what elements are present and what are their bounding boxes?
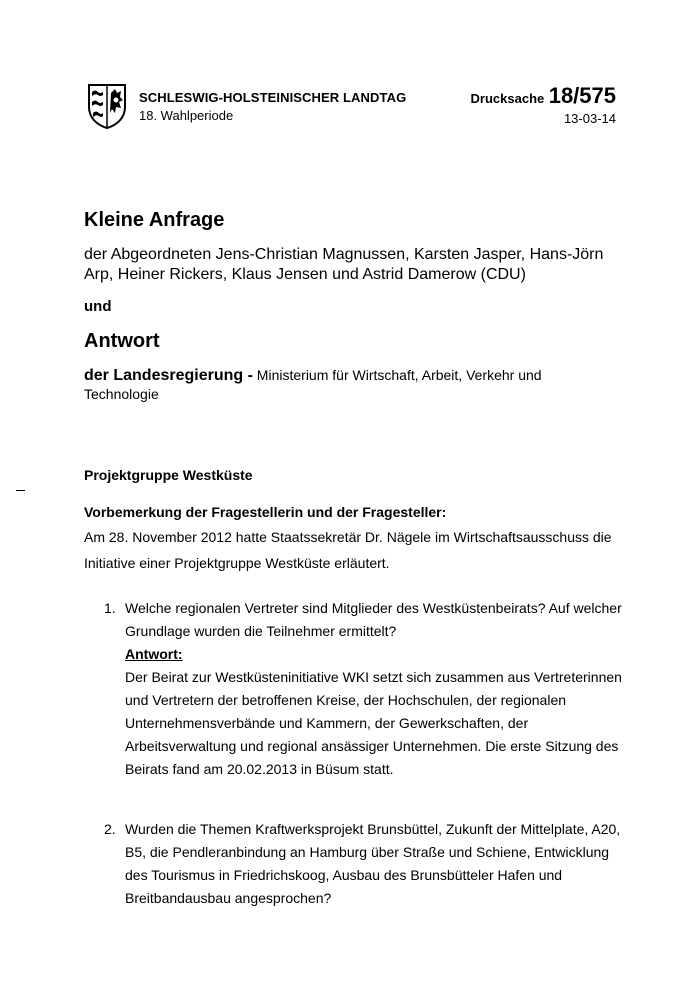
question-item — [104, 597, 624, 781]
answer-label: Antwort: — [125, 646, 183, 662]
question-text: Welche regionalen Vertreter sind Mitglieder des Westküstenbeirats? Auf welcher Grundlage wurden die Teilnehmer ermittelt? — [125, 600, 622, 639]
landtag-name: SCHLESWIG-HOLSTEINISCHER LANDTAG — [139, 90, 407, 105]
wahlperiode: 18. Wahlperiode — [139, 108, 234, 123]
topic-heading: Projektgruppe Westküste — [84, 467, 253, 483]
kleine-anfrage-heading: Kleine Anfrage — [84, 209, 225, 231]
question-number: 2. — [104, 821, 116, 837]
question-item — [104, 818, 624, 910]
document-date: 13-03-14 — [563, 111, 616, 126]
coat-of-arms-icon — [87, 83, 127, 129]
answer-text: Der Beirat zur Westküsteninitiative WKI setzt sich zusammen aus Vertreterinnen und Vertretern der betroffenen Kreise, der Hochschulen, der regionalen Unternehmensverbände und Kammern, der Gewerkschaften, der Arbeitsverwaltung und regional ansässiger Unternehmen. Die erste Sitzung des Beirats fand am 20.02.2013 in Büsum statt. — [125, 669, 622, 777]
question-number: 1. — [104, 600, 116, 616]
antwort-heading: Antwort — [84, 330, 160, 352]
landesregierung-line — [84, 366, 604, 403]
und-text: und — [84, 298, 112, 315]
ministerium-name: Ministerium für Wirtschaft, Arbeit, Verkehr und Technologie — [84, 367, 542, 402]
vorbemerkung-text: Am 28. November 2012 hatte Staatssekretär Dr. Nägele im Wirtschaftsausschuss die Initiative einer Projektgruppe Westküste erläutert. — [84, 529, 612, 571]
vorbemerkung-title: Vorbemerkung der Fragestellerin und der Fragesteller: — [84, 504, 447, 520]
abgeordnete-text: der Abgeordneten Jens-Christian Magnussen, Karsten Jasper, Hans-Jörn Arp, Heiner Rickers, Klaus Jensen und Astrid Damerow (CDU) — [84, 246, 604, 283]
drucksache-number: 18/575 — [548, 83, 616, 108]
landesregierung-label: der Landesregierung - — [84, 367, 253, 384]
question-text: Wurden die Themen Kraftwerksprojekt Brunsbüttel, Zukunft der Mittelplate, A20, B5, die Pendleranbindung an Hamburg über Straße und Schiene, Entwicklung des Tourismus in Friedrichskoog, Ausbau des Brunsbütteler Hafen und Breitbandausbau angesprochen? — [125, 821, 621, 906]
drucksache-label: Drucksache — [470, 91, 545, 106]
margin-dash — [16, 490, 25, 491]
